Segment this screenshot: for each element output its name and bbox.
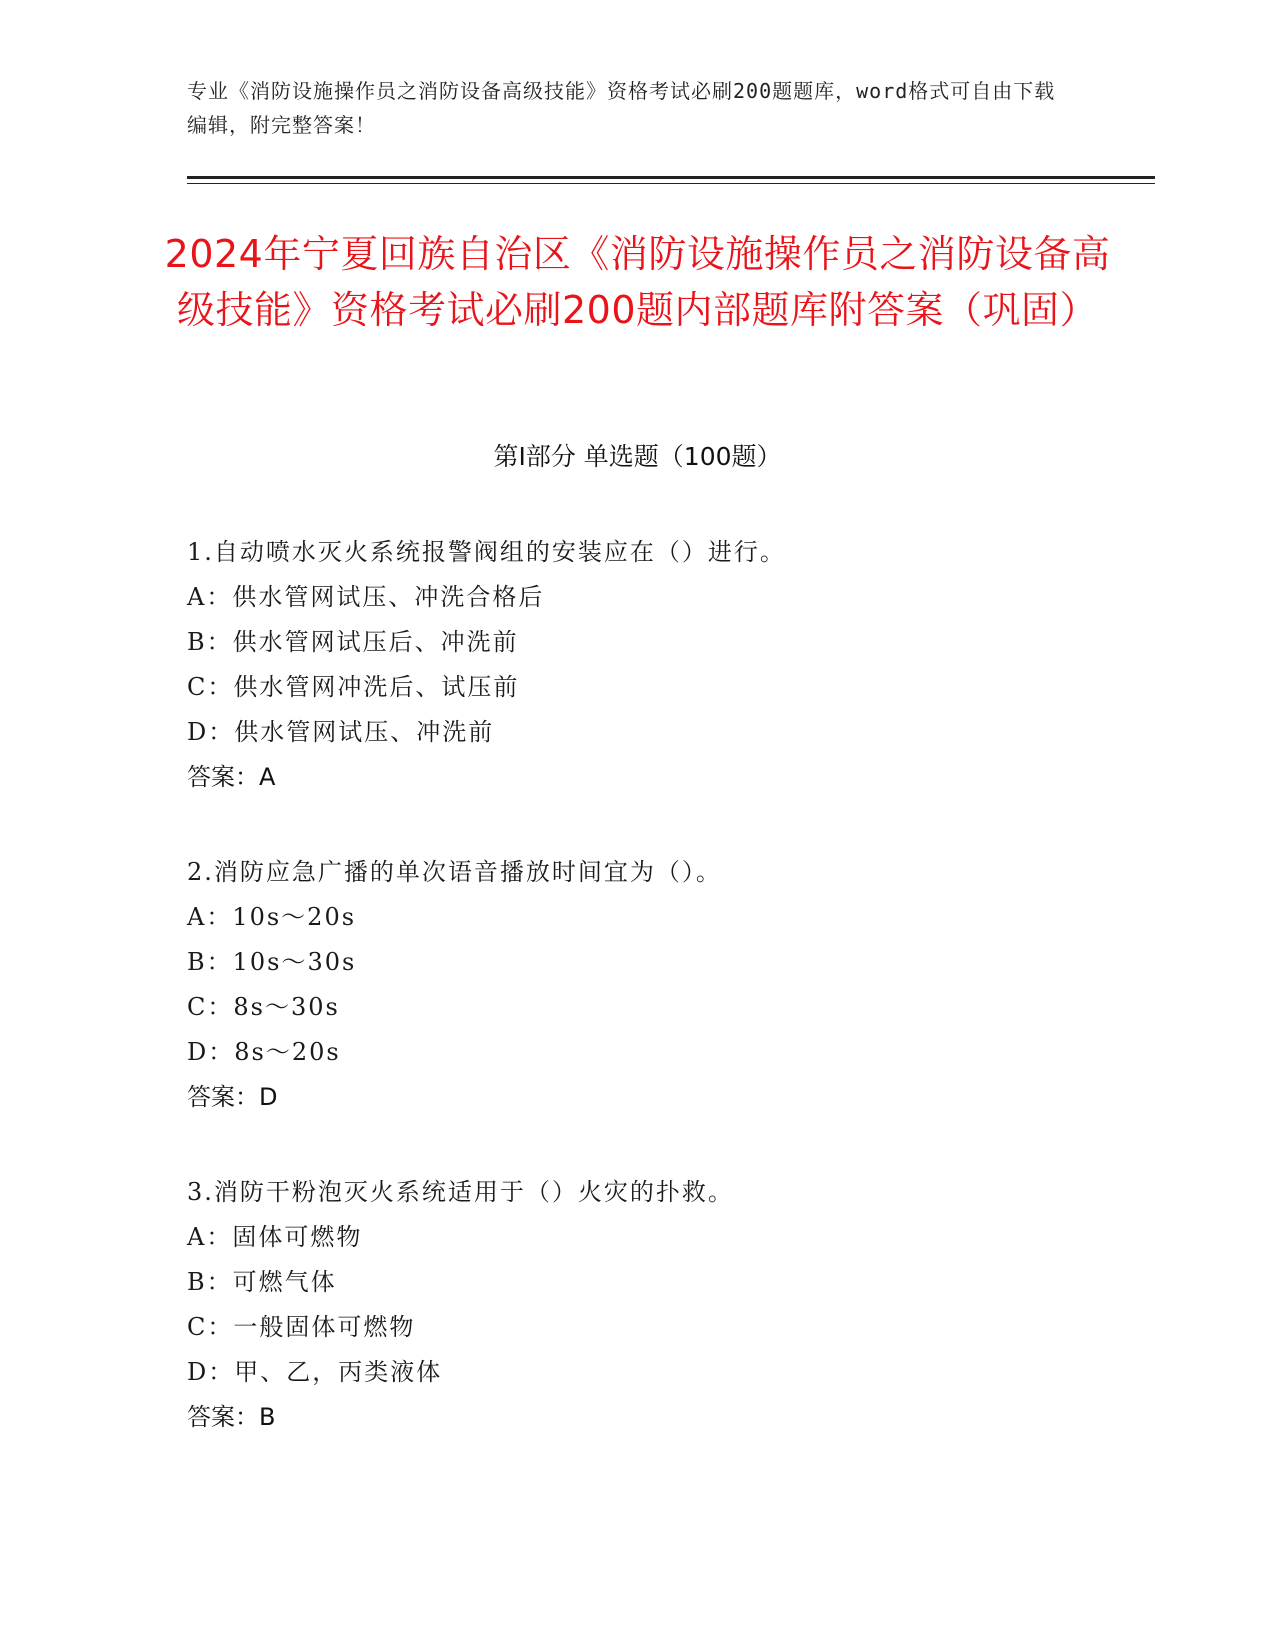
option-d: D：甲、乙，丙类液体 <box>187 1358 443 1386</box>
question-2 <box>187 850 1137 1120</box>
option-b: B：可燃气体 <box>187 1268 337 1296</box>
answer: 答案：B <box>187 1403 276 1431</box>
question-3 <box>187 1170 1137 1440</box>
header-rule-thin <box>187 183 1155 184</box>
option-b: B：供水管网试压后、冲洗前 <box>187 628 519 656</box>
option-c: C：供水管网冲洗后、试压前 <box>187 673 520 701</box>
document-title: 2024年宁夏回族自治区《消防设施操作员之消防设备高级技能》资格考试必刷200题内部题库附答案（巩固） <box>164 232 1111 332</box>
header-note: 专业《消防设施操作员之消防设备高级技能》资格考试必刷200题题库，word格式可自由下载编辑，附完整答案！ <box>187 79 1056 137</box>
question-stem: 1.自动喷水灭火系统报警阀组的安装应在（）进行。 <box>187 538 786 566</box>
option-a: A：固体可燃物 <box>187 1223 363 1251</box>
option-b: B：10s～30s <box>187 948 357 976</box>
section-title: 第Ⅰ部分 单选题（100题） <box>493 442 782 471</box>
option-c: C：一般固体可燃物 <box>187 1313 416 1341</box>
option-d: D：供水管网试压、冲洗前 <box>187 718 495 746</box>
option-a: A：供水管网试压、冲洗合格后 <box>187 583 545 611</box>
question-stem: 3.消防干粉泡灭火系统适用于（）火灾的扑救。 <box>187 1178 734 1206</box>
answer: 答案：A <box>187 763 276 791</box>
question-1 <box>187 530 1137 800</box>
option-a: A：10s～20s <box>187 903 357 931</box>
answer: 答案：D <box>187 1083 278 1111</box>
header-rule-thick <box>187 176 1155 179</box>
option-c: C：8s～30s <box>187 993 340 1021</box>
question-stem: 2.消防应急广播的单次语音播放时间宜为（）。 <box>187 858 722 886</box>
option-d: D：8s～20s <box>187 1038 341 1066</box>
question-list <box>187 530 1137 1490</box>
